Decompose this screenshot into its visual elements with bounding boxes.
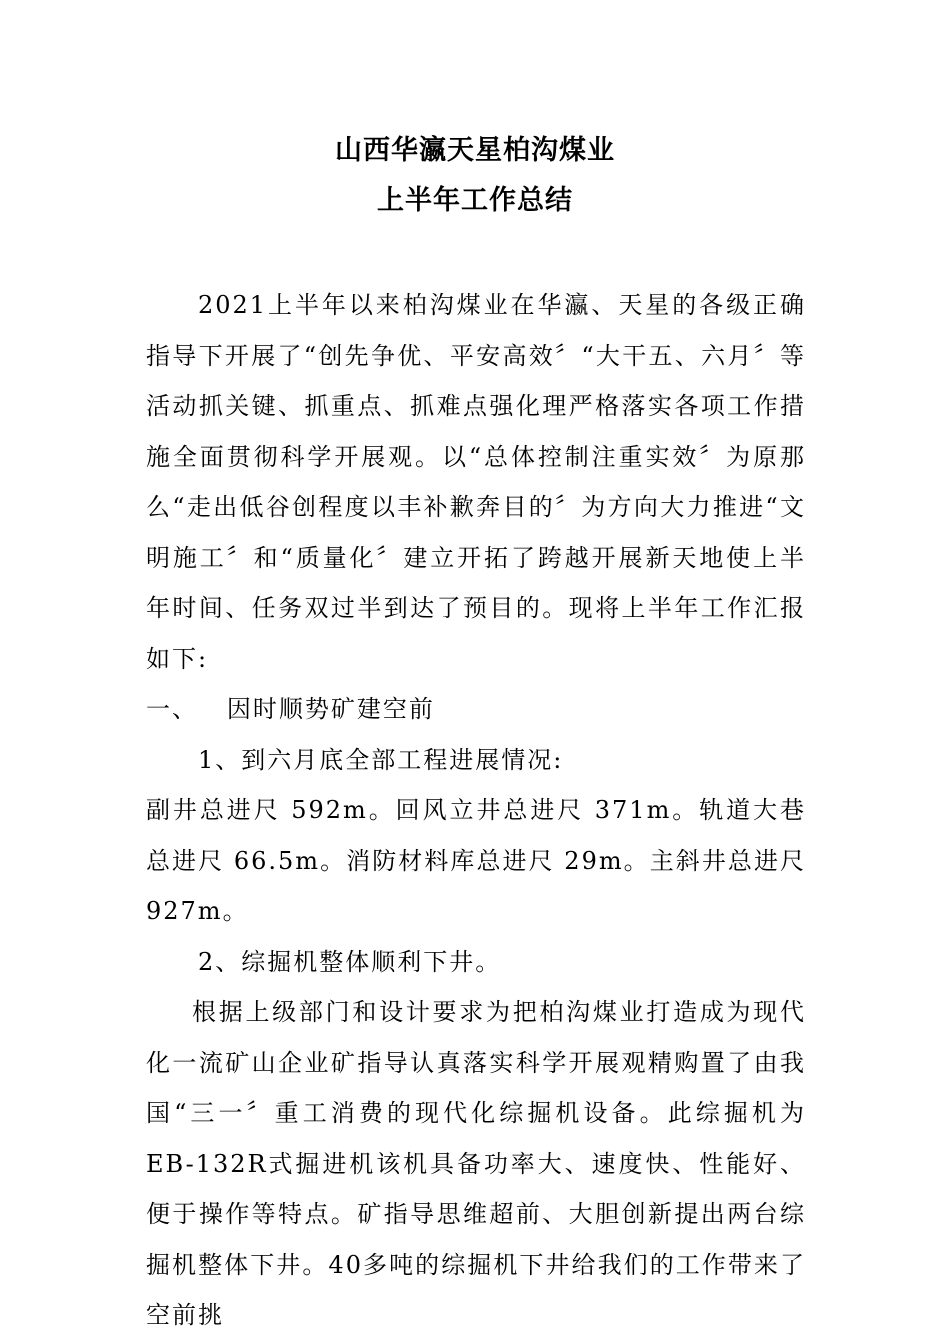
intro-paragraph: 2021上半年以来柏沟煤业在华瀛、天星的各级正确指导下开展了“创先争优、平安高效〞“大干五、六月〞等活动抓关键、抓重点、抓难点强化理严格落实各项工作措施全面贯彻科学开展观。以“总体控制注重实效〞为原那么“走出低谷创程度以丰补歉奔目的〞为方向大力推进“文明施工〞和“质量化〞建立开拓了跨越开展新天地使上半年时间、任务双过半到达了预目的。现将上半年工作汇报如下: xyxy=(146,291,806,673)
document-subtitle: 上半年工作总结 xyxy=(377,185,573,216)
section-heading: 一、 因时顺势矿建空前 xyxy=(146,695,435,723)
document-title: 山西华瀛天星柏沟煤业 xyxy=(335,135,615,166)
subheading-roadheader: 2、综掘机整体顺利下井。 xyxy=(198,947,502,976)
subheading-progress: 1、到六月底全部工程进展情况: xyxy=(198,745,564,774)
roadheader-paragraph: 根据上级部门和设计要求为把柏沟煤业打造成为现代化一流矿山企业矿指导认真落实科学开展观精购置了由我国“三一〞重工消费的现代化综掘机设备。此综掘机为EB-132R式掘进机该机具备功率大、速度快、性能好、便于操作等特点。矿指导思维超前、大胆创新提出两台综掘机整体下井。40多吨的综掘机下井给我们的工作带来了空前挑 xyxy=(146,998,806,1329)
progress-paragraph: 副井总进尺 592m。回风立井总进尺 371m。轨道大巷总进尺 66.5m。消防材料库总进尺 29m。主斜井总进尺 927m。 xyxy=(146,796,806,925)
document-body xyxy=(146,280,806,1341)
